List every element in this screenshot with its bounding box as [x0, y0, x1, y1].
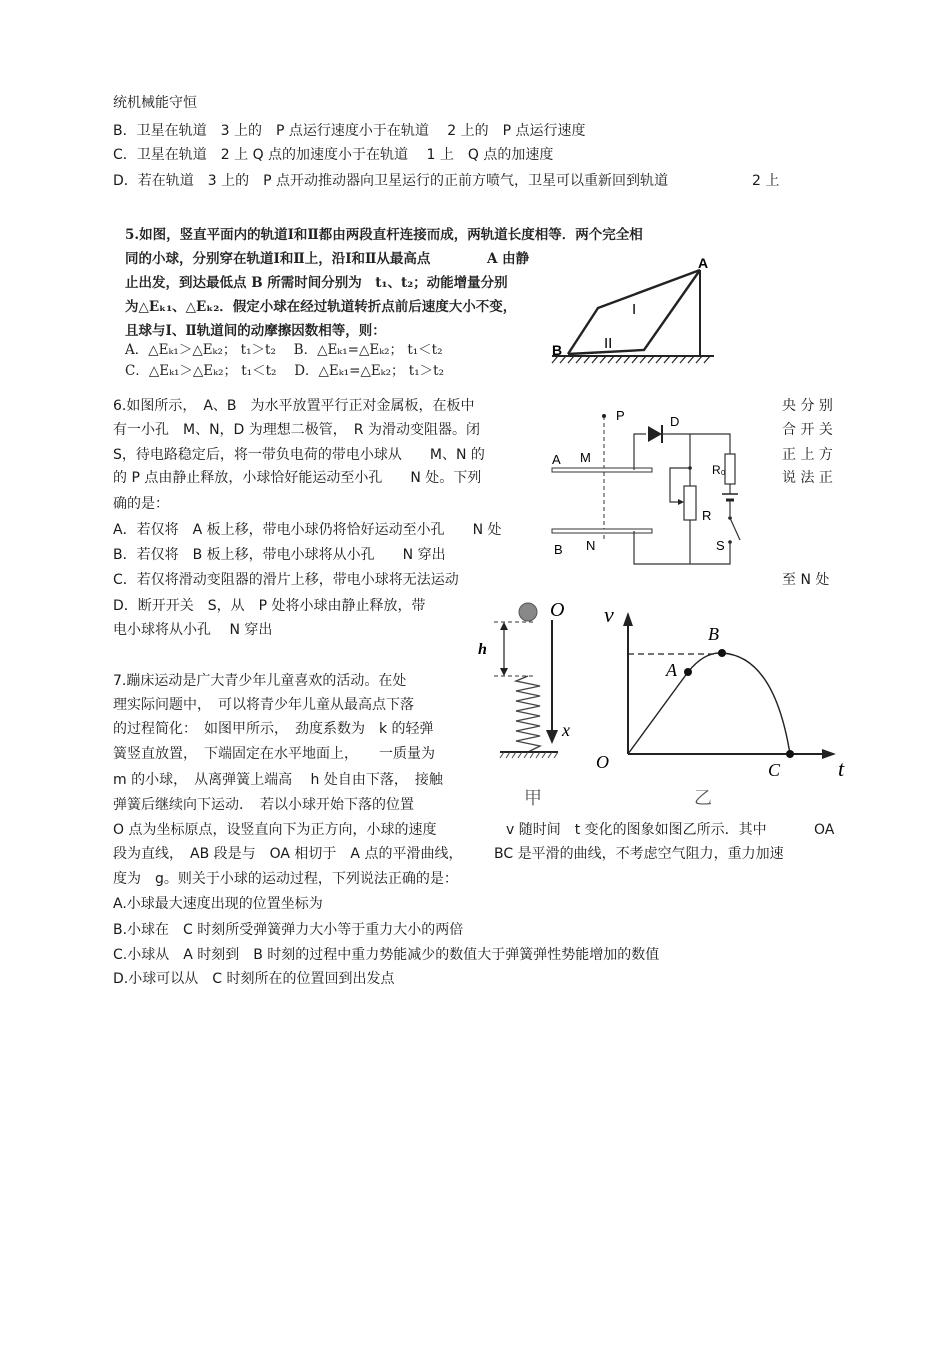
- point-b-label: B: [552, 342, 563, 358]
- ground-hatching: [552, 356, 710, 363]
- q4-option-b: B．卫星在轨道 3 上的 P 点运行速度小于在轨道 2 上的 P 点运行速度: [113, 123, 586, 139]
- q5-line-5: 且球与Ⅰ、Ⅱ轨道间的动摩擦因数相等，则：: [125, 323, 386, 339]
- q6-option-d: D．断开开关 S，从 P 处将小球由静止释放，带: [113, 598, 426, 614]
- q6-line-3-end: 正 上 方: [782, 447, 833, 463]
- q7-line-1: 7.蹦床运动是广大青少年儿童喜欢的活动。在处: [113, 673, 407, 689]
- q6-option-b: B．若仅将 B 板上移，带电小球将从小孔 N 穿出: [113, 547, 446, 563]
- q6-circuit-figure: [546, 402, 762, 570]
- point-a: [684, 668, 692, 676]
- label-o: O: [550, 599, 565, 621]
- q7-line-8-end: BC 是平滑的曲线，不考虑空气阻力，重力加速: [494, 846, 784, 862]
- label-d: D: [670, 414, 680, 429]
- q7-line-8: 段为直线， AB 段是与 OA 相切于 A 点的平滑曲线，: [113, 846, 463, 862]
- plate-b: [552, 529, 652, 533]
- track-i-label: I: [632, 301, 637, 318]
- wire-diode-to-r0: [670, 434, 730, 454]
- q7-vt-graph: [592, 596, 860, 810]
- label-h: h: [478, 641, 487, 658]
- label-m: M: [580, 450, 591, 465]
- q6-option-c-end: 至 N 处: [782, 572, 830, 588]
- label-v: v: [604, 602, 614, 627]
- curve-abc: [688, 653, 790, 754]
- q5-line-2: 同的小球，分别穿在轨道Ⅰ和Ⅱ上，沿Ⅰ和Ⅱ从最高点: [125, 251, 431, 267]
- q7-line-7-end: OA: [814, 822, 835, 838]
- label-b: B: [708, 624, 719, 644]
- q7-line-7-mid: v 随时间 t 变化的图象如图乙所示．其中: [506, 822, 767, 838]
- ball: [519, 603, 537, 621]
- q6-line-2-end: 合 开 关: [782, 422, 833, 438]
- q6-option-a: A．若仅将 A 板上移，带电小球仍将恰好运动至小孔 N 处: [113, 522, 502, 538]
- q7-option-d: D.小球可以从 C 时刻所在的位置回到出发点: [113, 971, 395, 987]
- track-ii-label: II: [604, 335, 613, 352]
- q7-option-c: C.小球从 A 时刻到 B 时刻的过程中重力势能减少的数值大于弹簧弹性势能增加的数值: [113, 947, 660, 963]
- point-b: [718, 649, 726, 657]
- q5-line-2b: A 由静: [487, 251, 530, 267]
- q4-option-d: D．若在轨道 3 上的 P 点开动推动器向卫星运行的正前方喷气，卫星可以重新回到轨道: [113, 173, 669, 189]
- segment-oa: [628, 672, 688, 754]
- q6-line-4-end: 说 法 正: [782, 470, 833, 486]
- q7-line-2: 理实际问题中， 可以将青少年儿童从最高点下落: [113, 697, 414, 713]
- q6-line-4: 的 P 点由静止释放，小球恰好能运动至小孔 N 处。下列: [113, 470, 482, 486]
- q7-line-9: 度为 g。则关于小球的运动过程，下列说法正确的是：: [113, 871, 458, 887]
- q7-option-b: B.小球在 C 时刻所受弹簧弹力大小等于重力大小的两倍: [113, 922, 464, 938]
- q6-option-c: C．若仅将滑动变阻器的滑片上移，带电小球将无法运动: [113, 572, 459, 588]
- resistor-r0: [725, 454, 735, 484]
- q7-line-4: 簧竖直放置， 下端固定在水平地面上， 一质量为: [113, 746, 435, 762]
- q7-line-7: O 点为坐标原点，设竖直向下为正方向，小球的速度: [113, 822, 437, 838]
- label-n: N: [586, 538, 596, 553]
- wire-b-to-circuit: [634, 531, 690, 564]
- q6-line-5: 确的是：: [113, 496, 169, 512]
- q7-line-3: 的过程简化： 如图甲所示， 劲度系数为 k 的轻弹: [113, 721, 434, 737]
- caption-yi: 乙: [694, 788, 712, 808]
- label-c: C: [768, 760, 781, 780]
- label-o: O: [596, 752, 609, 772]
- q7-line-5: m 的小球， 从离弹簧上端高 h 处自由下落， 接触: [113, 772, 443, 788]
- caption-jia: 甲: [524, 788, 542, 808]
- q7-spring-figure: [472, 596, 584, 810]
- plate-a: [552, 468, 652, 472]
- q4-option-c: C．卫星在轨道 2 上 Q 点的加速度小于在轨道 1 上 Q 点的加速度: [113, 147, 554, 163]
- q5-line-3: 止出发，到达最低点 B 所需时间分别为 t₁、t₂；动能增量分别: [125, 275, 508, 291]
- q5-track-figure: [548, 252, 718, 368]
- label-r0: R₀: [712, 463, 726, 477]
- label-x: x: [562, 720, 570, 740]
- wire-a-to-diode: [634, 434, 646, 470]
- switch-s: [730, 518, 740, 540]
- q5-options-cd: C．△Eₖ₁＞△Eₖ₂； t₁＜t₂ D．△Eₖ₁=△Eₖ₂； t₁＞t₂: [125, 363, 444, 379]
- point-c: [786, 750, 794, 758]
- q6-line-1: 6.如图所示， A、B 为水平放置平行正对金属板，在板中: [113, 398, 475, 414]
- point-a-label: A: [698, 255, 709, 271]
- rheostat-r: [684, 486, 696, 520]
- q4-tail: 统机械能守恒: [113, 95, 197, 111]
- q6-option-d-end: 电小球将从小孔 N 穿出: [113, 622, 273, 638]
- q5-options-ab: A．△Eₖ₁＞△Eₖ₂； t₁＞t₂ B．△Eₖ₁=△Eₖ₂； t₁＜t₂: [125, 342, 443, 358]
- q5-line-1: 5.如图，竖直平面内的轨道Ⅰ和Ⅱ都由两段直杆连接而成，两轨道长度相等．两个完全相: [125, 227, 643, 243]
- q6-line-1-end: 央 分 别: [782, 398, 833, 414]
- q4-option-d-end: 2 上: [752, 173, 780, 189]
- q5-line-4: 为△Eₖ₁、△Eₖ₂．假定小球在经过轨道转折点前后速度大小不变，: [125, 299, 517, 315]
- label-a: A: [552, 452, 561, 467]
- label-t: t: [838, 756, 845, 781]
- point-p: [602, 414, 606, 418]
- q7-line-6: 弹簧后继续向下运动． 若以小球开始下落的位置: [113, 797, 414, 813]
- label-r: R: [702, 508, 712, 523]
- q6-line-3: S，待电路稳定后，将一带负电荷的带电小球从 M、N 的: [113, 447, 485, 463]
- label-b: B: [554, 542, 563, 557]
- spring: [516, 676, 540, 752]
- label-a: A: [666, 660, 677, 680]
- label-p: P: [616, 408, 625, 423]
- q7-option-a: A.小球最大速度出现的位置坐标为: [113, 896, 323, 912]
- q6-line-2: 有一小孔 M、N，D 为理想二极管， R 为滑动变阻器。闭: [113, 422, 480, 438]
- label-s: S: [716, 538, 725, 553]
- diode-symbol: [648, 426, 662, 442]
